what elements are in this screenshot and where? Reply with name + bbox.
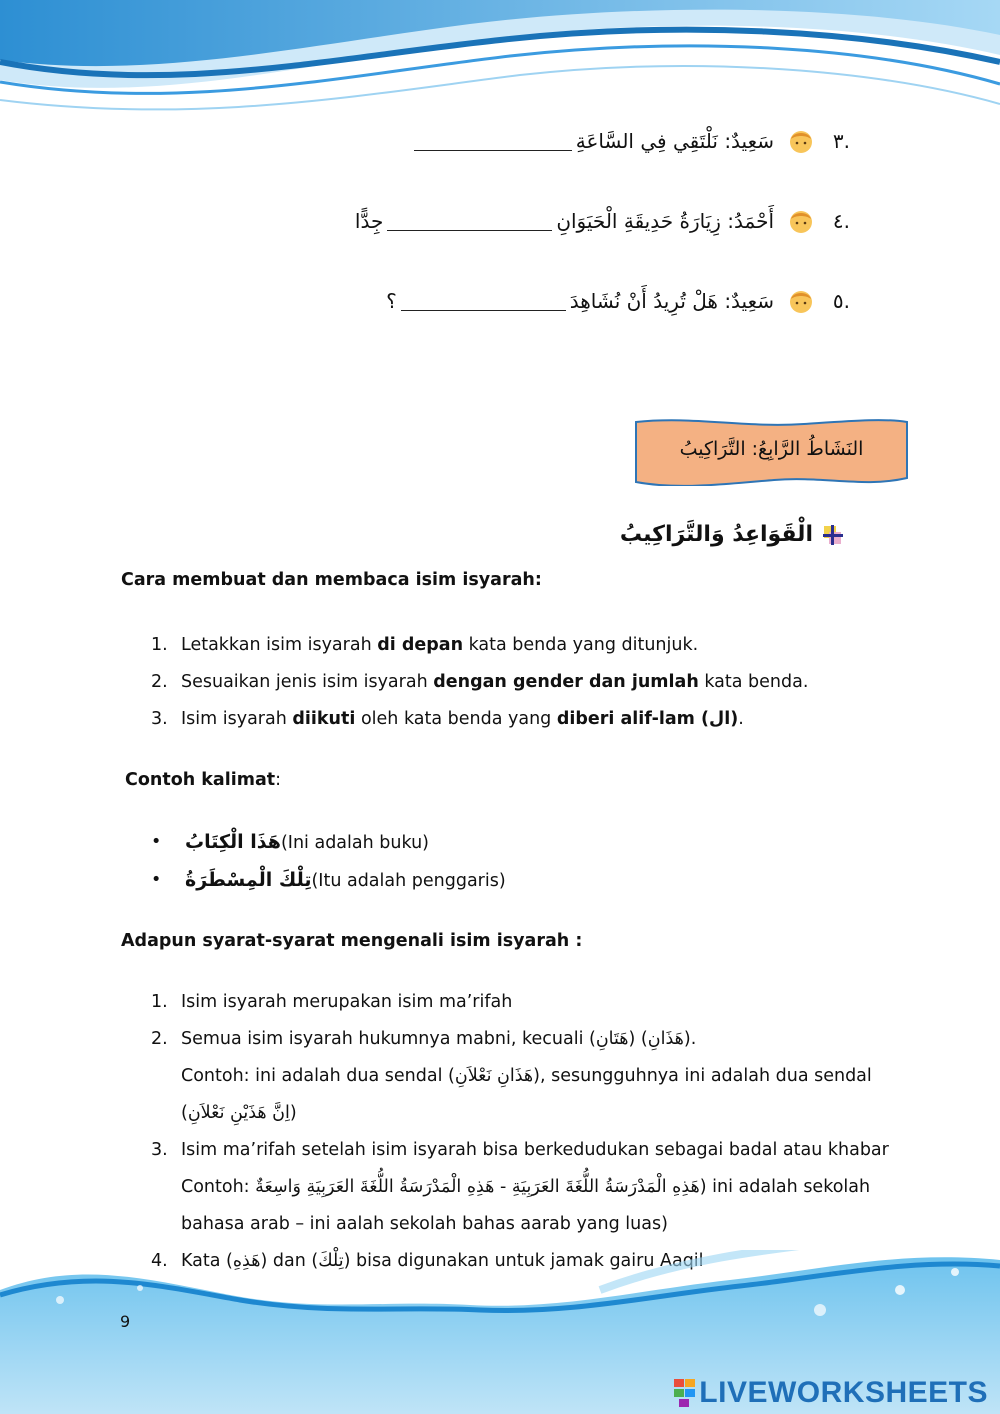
boy-face-icon (788, 288, 814, 314)
conditions-list (121, 984, 889, 1280)
list-item: 1. Isim isyarah merupakan isim ma’rifah (151, 992, 513, 1012)
list-item: 2. Sesuaikan jenis isim isyarah dengan gender dan jumlah kata benda. (151, 672, 809, 692)
top-wave-decoration (0, 0, 1000, 140)
section-title: الْقَوَاعِدُ وَالتَّرَاكِيبُ (619, 522, 813, 547)
list-item: 4. Kata (هَذِهِ) dan (تِلْكَ) bisa digunakan untuk jamak gairu Aaqil (151, 1251, 704, 1271)
sentence-after: جِدًّا (354, 209, 384, 233)
section-heading (620, 522, 845, 547)
exercise-number: .٥ (832, 289, 850, 313)
exercise-line (410, 128, 850, 154)
list-item: 3. Isim isyarah diikuti oleh kata benda yang diberi alif-lam (ال). (151, 709, 744, 729)
sentence-before: نَلْتَقِي فِي السَّاعَةِ (575, 129, 718, 153)
speaker-name: أَحْمَدُ: (727, 209, 774, 233)
answer-blank[interactable] (401, 308, 566, 311)
speaker-name: سَعِيدٌ: (724, 129, 774, 153)
exercise-line (386, 288, 850, 314)
activity-banner-title: النَشَاطُ الرَّابِعُ: التَّرَاكِيبُ (679, 438, 864, 460)
list-item: 3. Isim ma’rifah setelah isim isyarah bisa berkedudukan sebagai badal atau khabar Contoh: هَذِهِ الْمَدْرَسَةُ اللُّغَةَ العَرَبِيَةِ - هَذِهِ الْمَدْرَسَةُ اللُّغَةَ العَرَبِيَةِ وَاسِعَةٌ) ini adalah sekolah bahasa arab – ini aalah sekolah bahas aarab yang luas) (151, 1140, 889, 1234)
liveworksheets-logo-icon (674, 1379, 696, 1407)
boy-face-icon (788, 128, 814, 154)
sentence-before: زِيَارَةُ حَدِيقَةِ الْحَيَوَانِ (556, 209, 721, 233)
brand-watermark (674, 1376, 988, 1410)
brand-name: LIVEWORKSHEETS (699, 1376, 988, 1409)
how-to-heading: Cara membuat dan membaca isim isyarah: (121, 570, 542, 590)
exercise-number: .٣ (832, 129, 850, 153)
list-item: 1. Letakkan isim isyarah di depan kata benda yang ditunjuk. (151, 635, 699, 655)
answer-blank[interactable] (387, 228, 552, 231)
speaker-name: سَعِيدٌ: (724, 289, 774, 313)
boy-face-icon (788, 208, 814, 234)
list-item: • تِلْكَ الْمِسْطَرَةُ(Itu adalah penggaris) (121, 862, 506, 900)
examples-list (121, 824, 506, 900)
how-to-list (121, 627, 808, 738)
exercise-number: .٤ (832, 209, 850, 233)
examples-heading: Contoh kalimat: (125, 770, 282, 790)
sentence-after: ؟ (386, 289, 397, 313)
list-item: 2. Semua isim isyarah hukumnya mabni, kecuali (هَتَانِ) (هَذَانِ). Contoh: ini adalah dua sendal (هَذَانِ نَعْلاَنِ), sesungguhnya ini adalah dua sendal (اِنَّ هَذَيْنِ نَعْلاَنِ) (151, 1029, 872, 1123)
conditions-heading: Adapun syarat-syarat mengenali isim isyarah : (121, 931, 583, 951)
answer-blank[interactable] (414, 148, 572, 151)
plus-bullet-icon (821, 523, 845, 547)
list-item: • هَذَا الْكِتَابُ(Ini adalah buku) (121, 824, 506, 862)
page-number: 9 (120, 1312, 131, 1331)
exercise-line (355, 208, 850, 234)
sentence-before: هَلْ تُرِيدُ أَنْ نُشَاهِدَ (569, 289, 718, 313)
